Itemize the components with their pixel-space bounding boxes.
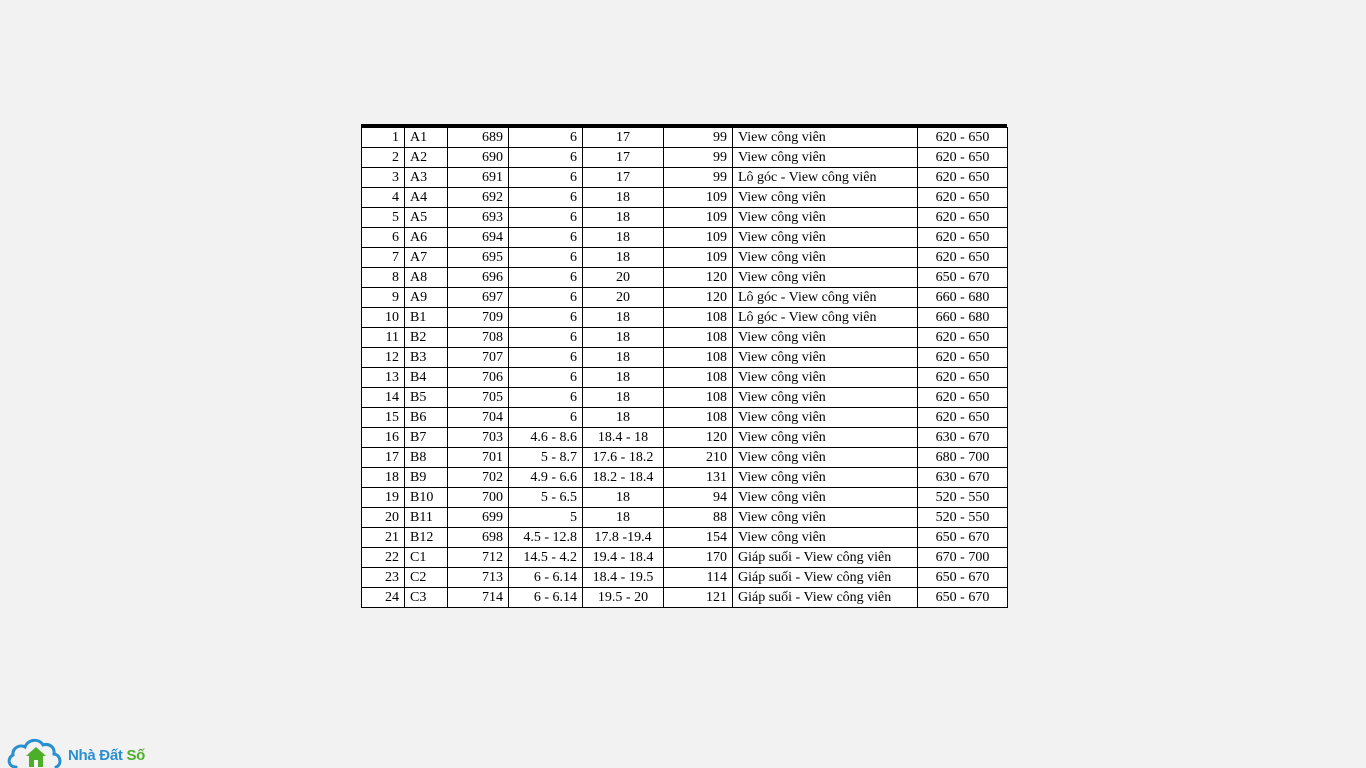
cell-note: Giáp suối - View công viên <box>733 548 918 568</box>
cell-lot-number: 690 <box>448 148 509 168</box>
cell-price: 620 - 650 <box>918 208 1008 228</box>
cell-area: 170 <box>664 548 733 568</box>
table-row <box>362 328 1008 348</box>
cell-length: 18 <box>583 328 664 348</box>
cell-note: View công viên <box>733 268 918 288</box>
cell-plot-code: C2 <box>405 568 448 588</box>
cell-index: 3 <box>362 168 405 188</box>
cell-plot-code: B4 <box>405 368 448 388</box>
cell-plot-code: A5 <box>405 208 448 228</box>
cell-length: 18.4 - 18 <box>583 428 664 448</box>
cell-area: 131 <box>664 468 733 488</box>
table-row <box>362 388 1008 408</box>
table-body <box>362 128 1008 608</box>
cell-index: 10 <box>362 308 405 328</box>
cell-length: 17 <box>583 128 664 148</box>
cell-width: 6 - 6.14 <box>509 588 583 608</box>
cell-index: 17 <box>362 448 405 468</box>
cell-plot-code: B10 <box>405 488 448 508</box>
cell-lot-number: 689 <box>448 128 509 148</box>
cell-area: 94 <box>664 488 733 508</box>
cell-lot-number: 691 <box>448 168 509 188</box>
table-row <box>362 188 1008 208</box>
table-row <box>362 508 1008 528</box>
cell-width: 6 <box>509 348 583 368</box>
cell-width: 4.6 - 8.6 <box>509 428 583 448</box>
cell-width: 6 <box>509 388 583 408</box>
table-row <box>362 488 1008 508</box>
cell-plot-code: A8 <box>405 268 448 288</box>
table-row <box>362 248 1008 268</box>
cell-price: 620 - 650 <box>918 248 1008 268</box>
cell-area: 99 <box>664 168 733 188</box>
cell-length: 18 <box>583 188 664 208</box>
cell-note: View công viên <box>733 528 918 548</box>
cell-price: 520 - 550 <box>918 508 1008 528</box>
cell-width: 4.5 - 12.8 <box>509 528 583 548</box>
cell-width: 6 <box>509 268 583 288</box>
cell-note: View công viên <box>733 248 918 268</box>
cell-note: View công viên <box>733 488 918 508</box>
cell-index: 5 <box>362 208 405 228</box>
cell-lot-number: 708 <box>448 328 509 348</box>
cell-lot-number: 696 <box>448 268 509 288</box>
cell-note: View công viên <box>733 148 918 168</box>
cell-price: 620 - 650 <box>918 368 1008 388</box>
cell-lot-number: 693 <box>448 208 509 228</box>
cell-length: 18.4 - 19.5 <box>583 568 664 588</box>
cell-index: 2 <box>362 148 405 168</box>
cell-note: View công viên <box>733 208 918 228</box>
table-row <box>362 368 1008 388</box>
cell-area: 108 <box>664 408 733 428</box>
cell-area: 154 <box>664 528 733 548</box>
cell-length: 18 <box>583 508 664 528</box>
cell-area: 109 <box>664 228 733 248</box>
table-row <box>362 448 1008 468</box>
cell-length: 17.8 -19.4 <box>583 528 664 548</box>
cell-price: 620 - 650 <box>918 228 1008 248</box>
cell-plot-code: B8 <box>405 448 448 468</box>
cell-length: 18 <box>583 248 664 268</box>
cell-area: 109 <box>664 208 733 228</box>
table-row <box>362 208 1008 228</box>
cell-length: 19.4 - 18.4 <box>583 548 664 568</box>
table-row <box>362 228 1008 248</box>
cell-price: 630 - 670 <box>918 468 1008 488</box>
cell-area: 108 <box>664 308 733 328</box>
cell-lot-number: 713 <box>448 568 509 588</box>
cell-index: 18 <box>362 468 405 488</box>
cell-plot-code: B2 <box>405 328 448 348</box>
cell-plot-code: C1 <box>405 548 448 568</box>
cell-width: 5 <box>509 508 583 528</box>
cell-price: 650 - 670 <box>918 568 1008 588</box>
cloud-house-logo-icon <box>6 734 66 768</box>
cell-note: View công viên <box>733 448 918 468</box>
cell-note: Giáp suối - View công viên <box>733 568 918 588</box>
cell-length: 18 <box>583 348 664 368</box>
cell-area: 114 <box>664 568 733 588</box>
cell-note: Lô góc - View công viên <box>733 168 918 188</box>
cell-plot-code: B11 <box>405 508 448 528</box>
cell-note: View công viên <box>733 468 918 488</box>
cell-note: View công viên <box>733 128 918 148</box>
cell-index: 15 <box>362 408 405 428</box>
cell-length: 18 <box>583 388 664 408</box>
cell-width: 6 <box>509 408 583 428</box>
cell-width: 6 <box>509 328 583 348</box>
cell-index: 13 <box>362 368 405 388</box>
cell-plot-code: A1 <box>405 128 448 148</box>
cell-index: 14 <box>362 388 405 408</box>
cell-note: View công viên <box>733 188 918 208</box>
cell-plot-code: B9 <box>405 468 448 488</box>
cell-lot-number: 714 <box>448 588 509 608</box>
cell-width: 6 <box>509 188 583 208</box>
cell-note: View công viên <box>733 368 918 388</box>
cell-price: 680 - 700 <box>918 448 1008 468</box>
cell-width: 6 <box>509 248 583 268</box>
cell-area: 120 <box>664 428 733 448</box>
cell-price: 650 - 670 <box>918 268 1008 288</box>
cell-length: 19.5 - 20 <box>583 588 664 608</box>
cell-length: 20 <box>583 268 664 288</box>
cell-area: 108 <box>664 328 733 348</box>
table-row <box>362 588 1008 608</box>
cell-price: 650 - 670 <box>918 588 1008 608</box>
watermark-text <box>68 747 145 764</box>
cell-index: 23 <box>362 568 405 588</box>
cell-lot-number: 694 <box>448 228 509 248</box>
cell-lot-number: 704 <box>448 408 509 428</box>
cell-index: 24 <box>362 588 405 608</box>
watermark-text-accent: Số <box>126 746 146 764</box>
cell-price: 650 - 670 <box>918 528 1008 548</box>
cell-width: 4.9 - 6.6 <box>509 468 583 488</box>
cell-plot-code: B3 <box>405 348 448 368</box>
cell-price: 620 - 650 <box>918 188 1008 208</box>
cell-length: 17.6 - 18.2 <box>583 448 664 468</box>
cell-note: View công viên <box>733 388 918 408</box>
cell-price: 520 - 550 <box>918 488 1008 508</box>
cell-length: 17 <box>583 148 664 168</box>
cell-price: 620 - 650 <box>918 148 1008 168</box>
cell-index: 21 <box>362 528 405 548</box>
cell-width: 6 <box>509 148 583 168</box>
cell-plot-code: B12 <box>405 528 448 548</box>
cell-lot-number: 705 <box>448 388 509 408</box>
cell-width: 6 <box>509 288 583 308</box>
cell-price: 670 - 700 <box>918 548 1008 568</box>
cell-price: 660 - 680 <box>918 288 1008 308</box>
cell-plot-code: A4 <box>405 188 448 208</box>
cell-lot-number: 709 <box>448 308 509 328</box>
cell-length: 18 <box>583 228 664 248</box>
table-row <box>362 168 1008 188</box>
cell-area: 108 <box>664 388 733 408</box>
cell-area: 109 <box>664 188 733 208</box>
table-row <box>362 288 1008 308</box>
cell-length: 18 <box>583 208 664 228</box>
cell-price: 620 - 650 <box>918 128 1008 148</box>
cell-width: 6 <box>509 168 583 188</box>
cell-lot-number: 702 <box>448 468 509 488</box>
cell-area: 120 <box>664 268 733 288</box>
cell-width: 6 <box>509 228 583 248</box>
cell-note: View công viên <box>733 508 918 528</box>
site-watermark <box>6 734 145 768</box>
cell-length: 18 <box>583 368 664 388</box>
cell-area: 99 <box>664 128 733 148</box>
cell-plot-code: A7 <box>405 248 448 268</box>
cell-length: 18 <box>583 408 664 428</box>
cell-note: View công viên <box>733 428 918 448</box>
cell-plot-code: B5 <box>405 388 448 408</box>
cell-plot-code: B1 <box>405 308 448 328</box>
table-row <box>362 548 1008 568</box>
cell-plot-code: A3 <box>405 168 448 188</box>
table-row <box>362 468 1008 488</box>
cell-plot-code: A2 <box>405 148 448 168</box>
cell-lot-number: 695 <box>448 248 509 268</box>
cell-index: 7 <box>362 248 405 268</box>
table-row <box>362 148 1008 168</box>
cell-width: 6 <box>509 128 583 148</box>
cell-note: View công viên <box>733 228 918 248</box>
cell-area: 108 <box>664 368 733 388</box>
table-row <box>362 128 1008 148</box>
cell-width: 6 <box>509 208 583 228</box>
cell-price: 620 - 650 <box>918 168 1008 188</box>
cell-index: 16 <box>362 428 405 448</box>
cell-area: 88 <box>664 508 733 528</box>
cell-plot-code: A9 <box>405 288 448 308</box>
cell-index: 4 <box>362 188 405 208</box>
cell-note: View công viên <box>733 328 918 348</box>
cell-lot-number: 699 <box>448 508 509 528</box>
cell-width: 6 <box>509 308 583 328</box>
cell-index: 22 <box>362 548 405 568</box>
cell-plot-code: B7 <box>405 428 448 448</box>
cell-area: 121 <box>664 588 733 608</box>
cell-lot-number: 703 <box>448 428 509 448</box>
cell-lot-number: 697 <box>448 288 509 308</box>
cell-width: 6 <box>509 368 583 388</box>
cell-note: View công viên <box>733 348 918 368</box>
table-row <box>362 568 1008 588</box>
cell-index: 11 <box>362 328 405 348</box>
cell-plot-code: B6 <box>405 408 448 428</box>
table-row <box>362 268 1008 288</box>
cell-width: 5 - 6.5 <box>509 488 583 508</box>
cell-lot-number: 692 <box>448 188 509 208</box>
cell-price: 620 - 650 <box>918 388 1008 408</box>
cell-area: 108 <box>664 348 733 368</box>
cell-index: 20 <box>362 508 405 528</box>
cell-length: 18.2 - 18.4 <box>583 468 664 488</box>
price-table-sheet <box>361 124 1007 608</box>
cell-lot-number: 698 <box>448 528 509 548</box>
cell-plot-code: C3 <box>405 588 448 608</box>
cell-width: 5 - 8.7 <box>509 448 583 468</box>
table-row <box>362 308 1008 328</box>
cell-length: 20 <box>583 288 664 308</box>
cell-lot-number: 707 <box>448 348 509 368</box>
cell-width: 6 - 6.14 <box>509 568 583 588</box>
cell-price: 620 - 650 <box>918 348 1008 368</box>
cell-width: 14.5 - 4.2 <box>509 548 583 568</box>
price-table <box>361 127 1008 608</box>
cell-index: 1 <box>362 128 405 148</box>
cell-area: 120 <box>664 288 733 308</box>
watermark-text-primary: Nhà Đất <box>68 746 123 764</box>
cell-area: 109 <box>664 248 733 268</box>
cell-price: 660 - 680 <box>918 308 1008 328</box>
table-row <box>362 528 1008 548</box>
cell-index: 12 <box>362 348 405 368</box>
cell-index: 6 <box>362 228 405 248</box>
cell-index: 8 <box>362 268 405 288</box>
cell-price: 620 - 650 <box>918 328 1008 348</box>
table-row <box>362 428 1008 448</box>
cell-note: View công viên <box>733 408 918 428</box>
table-row <box>362 348 1008 368</box>
cell-note: Lô góc - View công viên <box>733 288 918 308</box>
cell-note: Lô góc - View công viên <box>733 308 918 328</box>
cell-plot-code: A6 <box>405 228 448 248</box>
cell-lot-number: 712 <box>448 548 509 568</box>
cell-area: 99 <box>664 148 733 168</box>
cell-price: 620 - 650 <box>918 408 1008 428</box>
cell-lot-number: 706 <box>448 368 509 388</box>
cell-lot-number: 701 <box>448 448 509 468</box>
cell-length: 18 <box>583 488 664 508</box>
cell-lot-number: 700 <box>448 488 509 508</box>
cell-index: 19 <box>362 488 405 508</box>
cell-length: 18 <box>583 308 664 328</box>
cell-area: 210 <box>664 448 733 468</box>
cell-price: 630 - 670 <box>918 428 1008 448</box>
cell-length: 17 <box>583 168 664 188</box>
table-row <box>362 408 1008 428</box>
cell-index: 9 <box>362 288 405 308</box>
cell-note: Giáp suối - View công viên <box>733 588 918 608</box>
